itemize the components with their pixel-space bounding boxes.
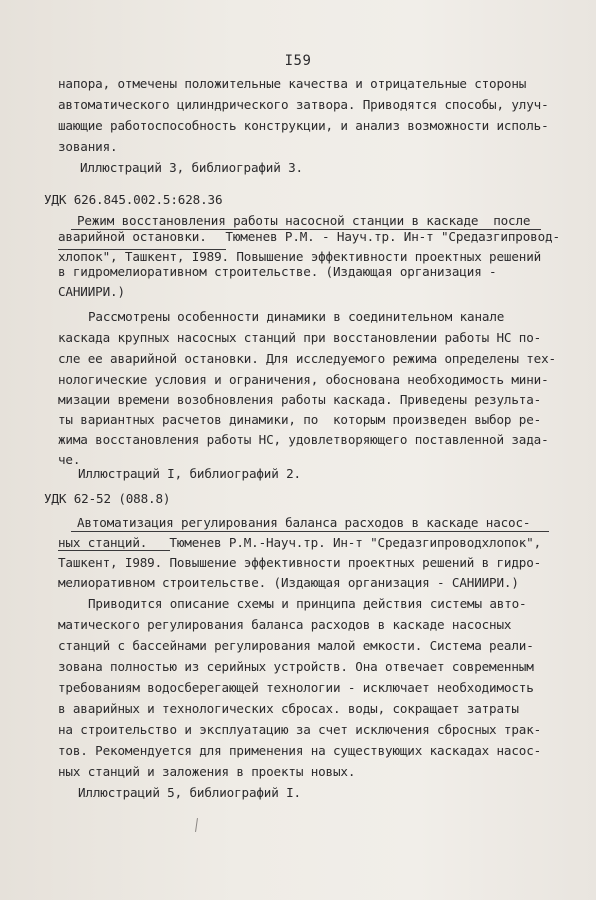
pencil-mark (195, 818, 198, 832)
text-line: напора, отмечены положительные качества и отрицательные стороны (58, 76, 527, 91)
text-line: автоматического цилиндрического затвора. Приводятся способы, улуч- (58, 97, 549, 112)
abstract-title: Автоматизация регулирования баланса расходов в каскаде насос- (77, 515, 531, 530)
title-underline (71, 531, 549, 532)
abstract-text: ты вариантных расчетов динамики, по которым произведен выбор ре- (58, 412, 542, 427)
abstract-title: аварийной остановки. (58, 229, 207, 244)
abstract-text: станций с бассейнами регулирования малой емкости. Система реали- (58, 638, 534, 653)
abstract-title: Режим восстановления работы насосной станции в каскаде после (77, 213, 531, 228)
bibliographic-record: Ташкент, I989. Повышение эффективности проектных решений в гидро- (58, 555, 542, 570)
abstract-text: че. (58, 452, 81, 467)
title-underline (58, 550, 170, 551)
abstract-text: мизации времени возобновления работы каскада. Приведены результа- (58, 392, 542, 407)
bibliographic-record: хлопок", Ташкент, I989. Повышение эффективности проектных решений (58, 249, 542, 264)
bibliographic-record: в гидромелиоративном строительстве. (Издающая организация - (58, 264, 497, 279)
abstract-text: на строительство и эксплуатацию за счет исключения сбросных трак- (58, 722, 542, 737)
bibliographic-record: Тюменев Р.М.-Науч.тр. Ин-т "Средазгипроводхлопок", (162, 535, 542, 550)
abstract-text: требованиям водосберегающей технологии - исключает необходимость (58, 680, 534, 695)
bibliographic-record: мелиоративном строительстве. (Издающая организация - САНИИРИ.) (58, 575, 519, 590)
abstract-text: тов. Рекомендуется для применения на существующих каскадах насос- (58, 743, 542, 758)
udk-code: УДК 626.845.002.5:628.36 (44, 192, 223, 207)
page-number: I59 (284, 53, 312, 69)
abstract-text: зована полностью из серийных устройств. Она отвечает современным (58, 659, 534, 674)
abstract-text: жима восстановления работы НС, удовлетворяющего поставленной зада- (58, 432, 549, 447)
text-line: зования. (58, 139, 118, 154)
abstract-text: в аварийных и технологических сбросах. воды, сокращает затраты (58, 701, 519, 716)
abstract-text: матического регулирования баланса расходов в каскаде насосных (58, 617, 512, 632)
text-line: шающие работоспособность конструкции, и анализ возможности исполь- (58, 118, 549, 133)
udk-code: УДК 62-52 (088.8) (44, 491, 171, 506)
abstract-text: каскада крупных насосных станций при восстановлении работы НС по- (58, 330, 542, 345)
illustrations-bibliography-count: Иллюстраций I, библиографий 2. (78, 466, 301, 481)
illustrations-bibliography-count: Иллюстраций 3, библиографий 3. (80, 160, 303, 175)
abstract-text: Приводится описание схемы и принципа действия системы авто- (88, 596, 527, 611)
abstract-text: ных станций и заложения в проекты новых. (58, 764, 356, 779)
bibliographic-record: САНИИРИ.) (58, 284, 125, 299)
illustrations-bibliography-count: Иллюстраций 5, библиографий I. (78, 785, 301, 800)
abstract-text: Рассмотрены особенности динамики в соединительном канале (88, 309, 505, 324)
abstract-text: сле ее аварийной остановки. Для исследуемого режима определены тех- (58, 351, 556, 366)
abstract-title: ных станций. (58, 535, 148, 550)
abstract-text: нологические условия и ограничения, обоснована необходимость мини- (58, 372, 549, 387)
bibliographic-record: Тюменев Р.М. - Науч.тр. Ин-т "Средазгипровод- (218, 229, 560, 244)
